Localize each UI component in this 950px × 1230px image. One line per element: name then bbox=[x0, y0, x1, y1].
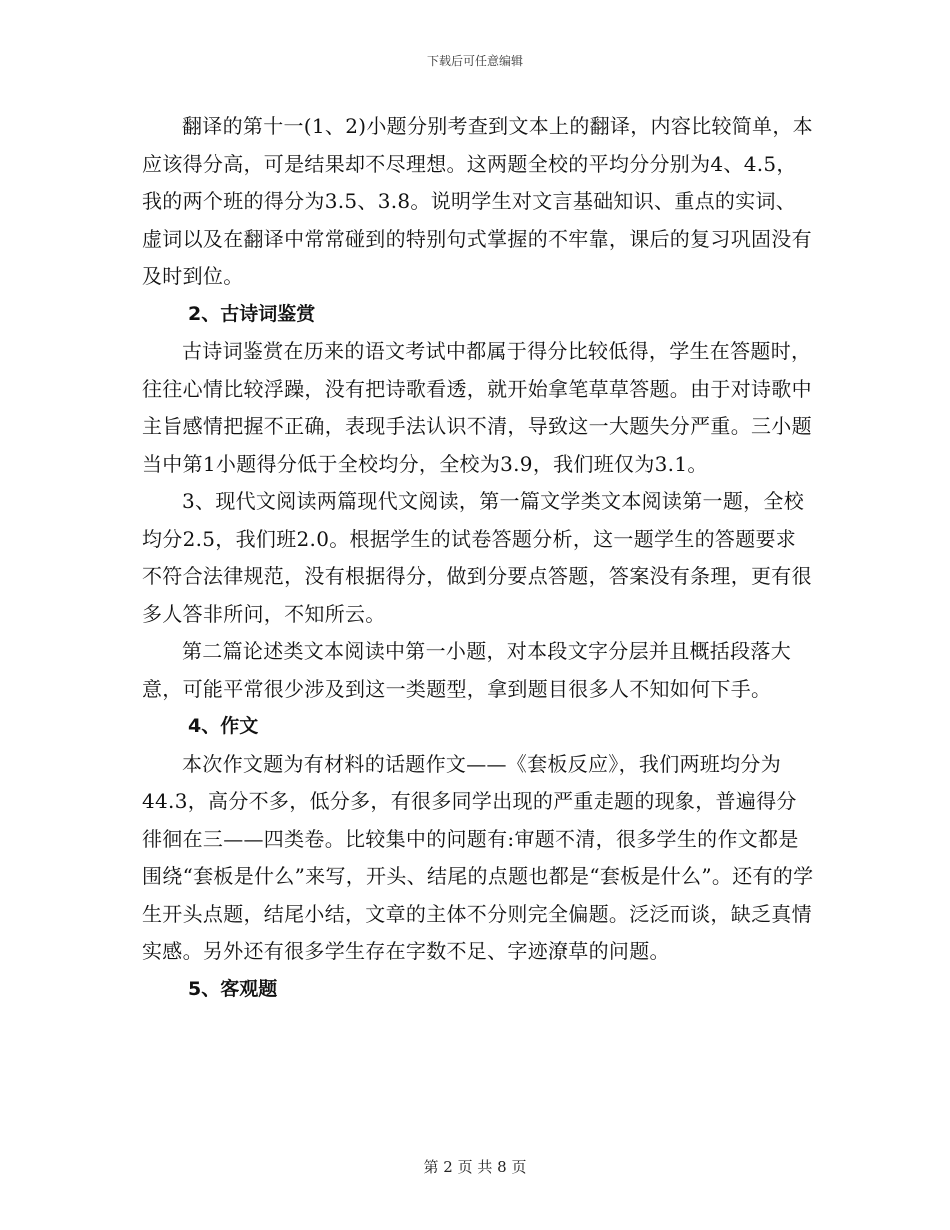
paragraph-poetry: 古诗词鉴赏在历来的语文考试中都属于得分比较低得，学生在答题时，往往心情比较浮躁，没有把诗歌看透，就开始拿笔草草答题。由于对诗歌中主旨感情把握不正确，表现手法认识不清，导致这一大题失分严重。三小题当中第1小题得分低于全校均分，全校为3.9，我们班仅为3.1。 bbox=[142, 339, 812, 476]
section-heading-essay: 4、作文 bbox=[188, 715, 259, 737]
paragraph-argumentative-reading: 第二篇论述类文本阅读中第一小题，对本段文字分层并且概括段落大意，可能平常很少涉及到这一类题型，拿到题目很多人不知如何下手。 bbox=[142, 639, 791, 701]
page-number: 第 2 页 共 8 页 bbox=[423, 1158, 527, 1176]
document-body bbox=[142, 108, 814, 1008]
paragraph-essay: 本次作文题为有材料的话题作文——《套板反应》，我们两班均分为44.3，高分不多，低分多，有很多同学出现的严重走题的现象，普遍得分徘徊在三——四类卷。比较集中的问题有:审题不清，很多学生的作文都是围绕“套板是什么”来写，开头、结尾的点题也都是“套板是什么”。还有的学生开头点题，结尾小结，文章的主体不分则完全偏题。泛泛而谈，缺乏真情实感。另外还有很多学生存在字数不足、字迹潦草的问题。 bbox=[142, 751, 814, 963]
page-header-note: 下载后可任意编辑 bbox=[426, 54, 523, 68]
section-heading-poetry: 2、古诗词鉴赏 bbox=[188, 302, 316, 325]
section-heading-objective: 5、客观题 bbox=[188, 977, 278, 1000]
paragraph-modern-reading: 3、现代文阅读两篇现代文阅读，第一篇文学类文本阅读第一题，全校均分2.5，我们班2.0。根据学生的试卷答题分析，这一题学生的答题要求不符合法律规范，没有根据得分，做到分要点答题，答案没有条理，更有很多人答非所问，不知所云。 bbox=[142, 489, 812, 626]
paragraph-translation: 翻译的第十一(1、2)小题分别考查到文本上的翻译，内容比较简单，本应该得分高，可是结果却不尽理想。这两题全校的平均分分别为4、4.5，我的两个班的得分为3.5、3.8。说明学生对文言基础知识、重点的实词、虚词以及在翻译中常常碰到的特别句式掌握的不牢靠，课后的复习巩固没有及时到位。 bbox=[142, 114, 813, 288]
